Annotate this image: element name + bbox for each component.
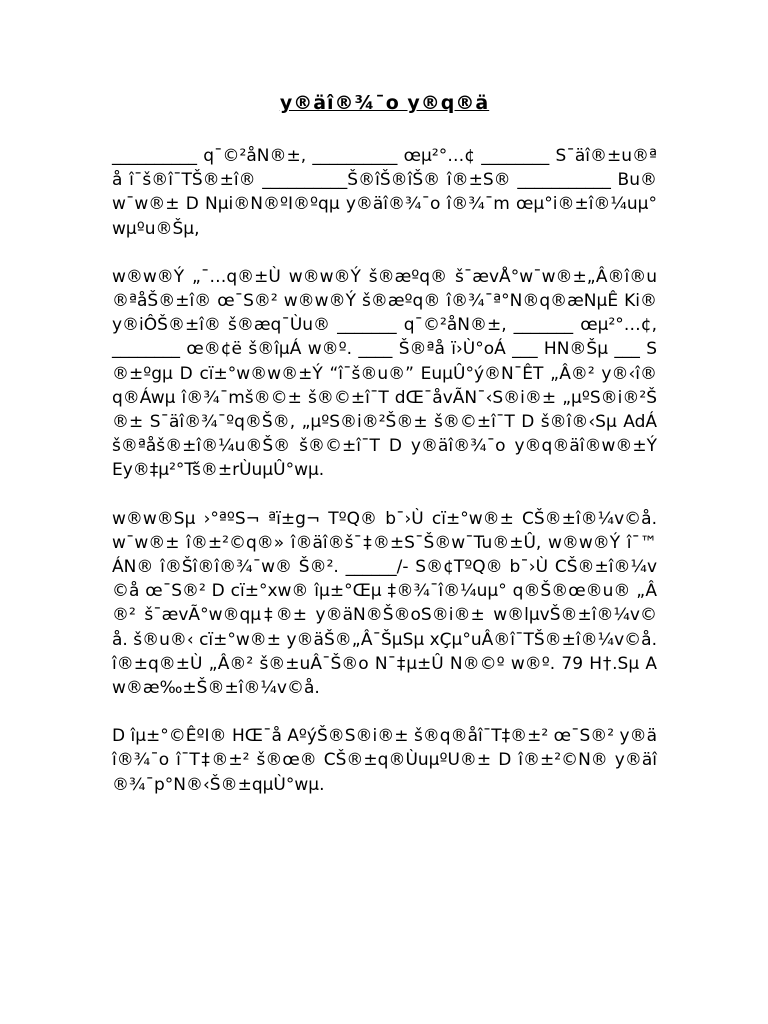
document-title: y®äî®¾¯o y®q®ä bbox=[279, 92, 490, 114]
paragraph-3: w®w®Sµ ›°ªºS¬ ªï±g¬ TºQ® b¯›Ù cï±°w®± CŠ®±î®¼v©å. w¯w®± î®±²©q®» î®äî®š¯‡®±S¯Š®w¯Tu®±Û, w®w®Ý î¯™ÁN® î®Šî®î®¾¯w® Š®². ______/- S®¢TºQ® b¯›Ù CŠ®±î®¼v©å œ¯S®² D cï±°xw® îµ±°Œµ ‡®¾¯î®¼uµ° q®Š®œ®u® „Â®² š¯ævÃ°w®qµ‡®± y®äN®Š®oS®i®± w®lµvŠ®±î®¼v©å. š®u®‹ cï±°w®± y®äŠ®„Â¯ŠµSµ xÇµ°uÂ®î¯TŠ®±î®¼v©å. î®±q®±Ù „Â®² š®±uÂ¯Š®o N¯‡µ±Û N®©º w®º. 79 H†.Sµ Aw®æ‰±Š®±î®¼v©å. bbox=[112, 508, 657, 699]
paragraph-1: __________ q¯©²åN®±, __________ œµ²°…¢ ________ S¯äî®±u®ªå î¯š®î¯TŠ®±î® __________Š®îŠ®îŠ® î®±S® ___________ Bu® w¯w®± D Nµi®N®ºI®ºqµ y®äî®¾¯o î®¾¯m œµ°i®±î®¼uµ°wµºu®Šµ, bbox=[112, 146, 657, 239]
paragraph-2: w®w®Ý „¯…q®±Ù w®w®Ý š®æºq® š¯ævÅ°w¯w®±„Â®î®u®ªåŠ®±î® œ¯S®² w®w®Ý š®æºq® î®¾¯ª°N®q®æNµÊ Ki®y®iÔŠ®±î® š®æq¯Ùu® _______ q¯©²åN®±, _______ œµ²°…¢, ________ œ®¢ë š®îµÁ w®º. ____ Š®ªå ï›Ù°oÁ ___ HN®Šµ ___ S®±ºgµ D cï±°w®w®±Ý “î¯š®u®” EuµÛ°ý®N¯ÊT „Â®² y®‹î®q®Áwµ î®¾¯mš®©± š®©±î¯T dŒ¯åvÃN¯‹S®i®± „µºS®i®²Š®± S¯äî®¾¯ºq®Š®, „µºS®i®²Š®± š®©±î¯T D š®î®‹Sµ AdÁ š®ªåš®±î®¼u®Š® š®©±î¯T D y®äî®¾¯o y®q®äî®w®±Ý Ey®‡µ²°Tš®±rÙuµÛ°wµ. bbox=[112, 266, 657, 481]
document-page bbox=[112, 88, 657, 821]
paragraph-4: D îµ±°©ÊºI® HŒ¯å AºýŠ®S®i®± š®q®åî¯T‡®±² œ¯S®² y®äî®¾¯o î¯T‡®±² š®œ® CŠ®±q®ÙuµºU®± D î®±²©N® y®äî®¾¯p°N®‹Š®±qµÙ°wµ. bbox=[112, 726, 657, 795]
